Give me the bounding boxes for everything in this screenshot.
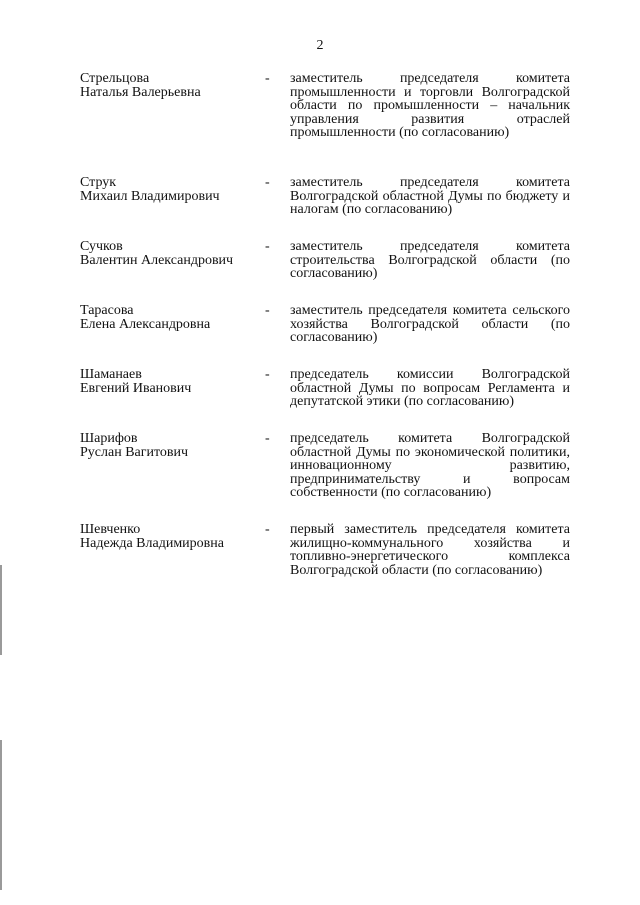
- separator-dash: -: [265, 431, 270, 446]
- roster-entry: [0, 72, 640, 154]
- roster-entry: [0, 368, 640, 410]
- member-name: [80, 72, 265, 100]
- member-given-name: Евгений Иванович: [80, 381, 192, 396]
- member-position: председатель комиссии Волгоградской областной Думы по вопросам Регламента и депутатской этики (по согласованию): [290, 367, 570, 410]
- member-position: первый заместитель председателя комитета жилищно-коммунального хозяйства и топливно-энергетического комплекса Волгоградской области (по согласованию): [290, 522, 570, 578]
- member-given-name: Елена Александровна: [80, 317, 211, 332]
- member-surname: Стрельцова: [80, 71, 150, 86]
- member-surname: Тарасова: [80, 303, 134, 318]
- separator-dash: -: [265, 303, 270, 318]
- scan-edge-mark: [0, 565, 2, 655]
- member-given-name: Руслан Вагитович: [80, 445, 189, 460]
- member-given-name: Надежда Владимировна: [80, 536, 224, 551]
- page-number: 2: [316, 38, 324, 53]
- member-name: [80, 432, 265, 460]
- separator-dash: -: [265, 367, 270, 382]
- member-given-name: Михаил Владимирович: [80, 189, 220, 204]
- separator-dash: -: [265, 522, 270, 537]
- member-position: заместитель председателя комитета сельского хозяйства Волгоградской области (по согласованию): [290, 303, 570, 346]
- member-name: [80, 304, 265, 332]
- member-surname: Сучков: [80, 239, 123, 254]
- member-surname: Шевченко: [80, 522, 141, 537]
- member-position: заместитель председателя комитета Волгоградской областной Думы по бюджету и налогам (по согласованию): [290, 175, 570, 218]
- scan-edge-mark: [0, 740, 2, 890]
- separator-dash: -: [265, 239, 270, 254]
- member-surname: Струк: [80, 175, 117, 190]
- member-name: [80, 176, 265, 204]
- member-position: заместитель председателя комитета промышленности и торговли Волгоградской области по промышленности – начальник управления развития отраслей промышленности (по согласованию): [290, 71, 570, 141]
- member-roster: [0, 72, 640, 614]
- member-surname: Шарифов: [80, 431, 138, 446]
- member-given-name: Наталья Валерьевна: [80, 85, 201, 100]
- member-given-name: Валентин Александрович: [80, 253, 234, 268]
- roster-entry: [0, 176, 640, 218]
- roster-entry: [0, 523, 640, 592]
- member-name: [80, 523, 265, 551]
- member-surname: Шаманаев: [80, 367, 142, 382]
- member-name: [80, 368, 265, 396]
- roster-entry: [0, 304, 640, 346]
- separator-dash: -: [265, 175, 270, 190]
- member-position: председатель комитета Волгоградской областной Думы по экономической политики, инновационному развитию, предпринимательству и вопросам собственности (по согласованию): [290, 431, 570, 501]
- roster-entry: [0, 432, 640, 501]
- member-position: заместитель председателя комитета строительства Волгоградской области (по согласованию): [290, 239, 570, 282]
- roster-entry: [0, 240, 640, 282]
- separator-dash: -: [265, 71, 270, 86]
- member-name: [80, 240, 265, 268]
